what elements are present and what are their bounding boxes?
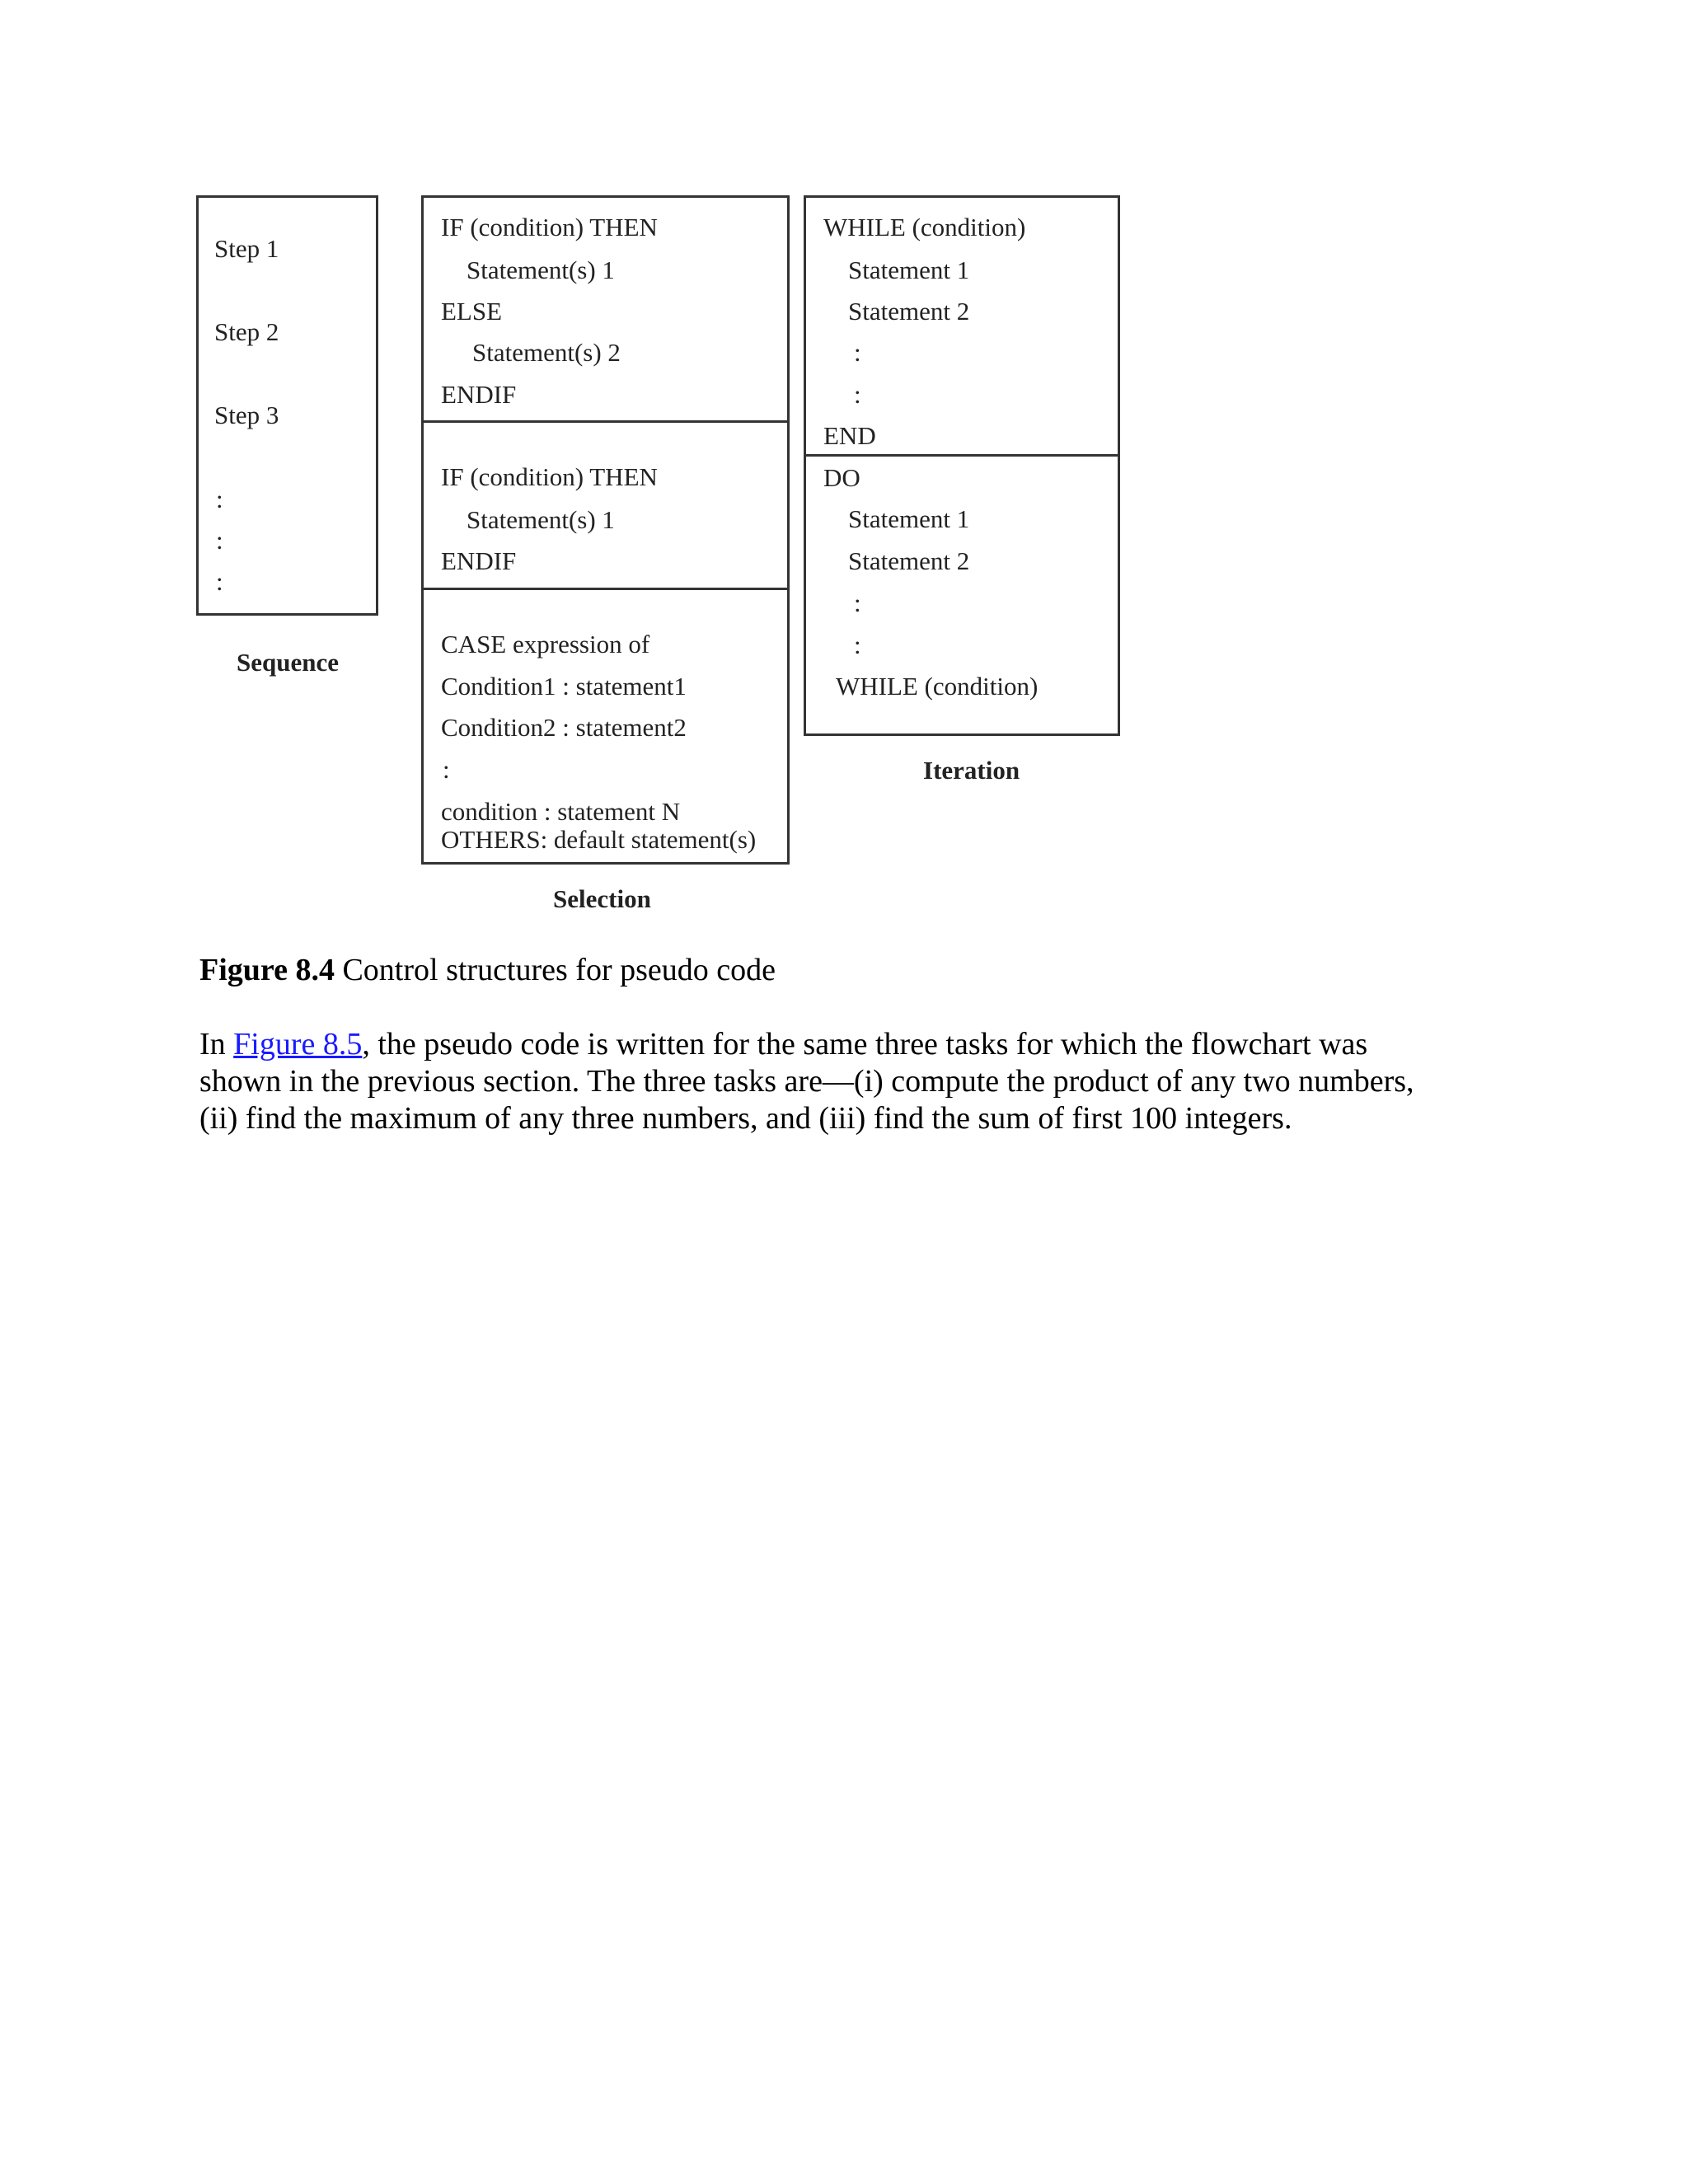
while-line-6: END	[823, 421, 876, 450]
if-else-line-5: ENDIF	[441, 380, 517, 409]
if-line-1: IF (condition) THEN	[441, 462, 658, 491]
do-line-4: :	[854, 588, 861, 617]
while-line-2: Statement 1	[848, 255, 970, 284]
paragraph-line-3: (ii) find the maximum of any three numbers, and (iii) find the sum of first 100 integers.	[199, 1101, 1292, 1136]
paragraph-line-1	[199, 1026, 1485, 1063]
if-else-line-4: Statement(s) 2	[472, 338, 621, 367]
sequence-ellipsis-2: :	[216, 526, 223, 555]
case-line-1: CASE expression of	[441, 630, 650, 658]
paragraph-line-1-rest: , the pseudo code is written for the same three tasks for which the flowchart was	[362, 1027, 1368, 1062]
while-line-4: :	[854, 338, 861, 367]
if-else-line-1: IF (condition) THEN	[441, 213, 658, 241]
if-line-2: Statement(s) 1	[467, 505, 615, 534]
while-line-5: :	[854, 380, 861, 409]
iteration-label: Iteration	[923, 756, 1020, 785]
case-line-6: OTHERS: default statement(s)	[441, 825, 757, 854]
iteration-divider	[804, 454, 1120, 457]
selection-divider-1	[421, 420, 790, 423]
while-line-1: WHILE (condition)	[823, 213, 1026, 241]
paragraph-line-2: shown in the previous section. The three tasks are—(i) compute the product of any two numbers,	[199, 1064, 1414, 1099]
do-line-2: Statement 1	[848, 504, 970, 533]
sequence-ellipsis-3: :	[216, 567, 223, 596]
if-else-line-3: ELSE	[441, 297, 503, 326]
case-line-3: Condition2 : statement2	[441, 713, 687, 742]
figure-number: Figure 8.4	[199, 953, 335, 987]
case-line-2: Condition1 : statement1	[441, 672, 687, 701]
do-line-6: WHILE (condition)	[836, 672, 1039, 701]
selection-divider-2	[421, 588, 790, 590]
body-paragraph	[199, 1026, 1485, 1137]
figure-8-5-link[interactable]: Figure 8.5	[233, 1027, 363, 1062]
sequence-ellipsis-1: :	[216, 485, 223, 513]
if-else-line-2: Statement(s) 1	[467, 255, 615, 284]
figure-caption	[199, 952, 776, 988]
figure-caption-text: Control structures for pseudo code	[334, 953, 776, 987]
do-line-3: Statement 2	[848, 546, 970, 575]
sequence-label: Sequence	[237, 648, 339, 677]
sequence-step-1: Step 1	[214, 234, 279, 263]
case-line-4: :	[443, 755, 450, 784]
do-line-5: :	[854, 630, 861, 659]
if-line-3: ENDIF	[441, 546, 517, 575]
sequence-step-2: Step 2	[214, 317, 279, 346]
selection-label: Selection	[553, 884, 651, 913]
paragraph-prefix: In	[199, 1027, 234, 1062]
sequence-step-3: Step 3	[214, 401, 279, 429]
while-line-3: Statement 2	[848, 297, 970, 326]
case-line-5: condition : statement N	[441, 797, 681, 826]
do-line-1: DO	[823, 463, 860, 492]
